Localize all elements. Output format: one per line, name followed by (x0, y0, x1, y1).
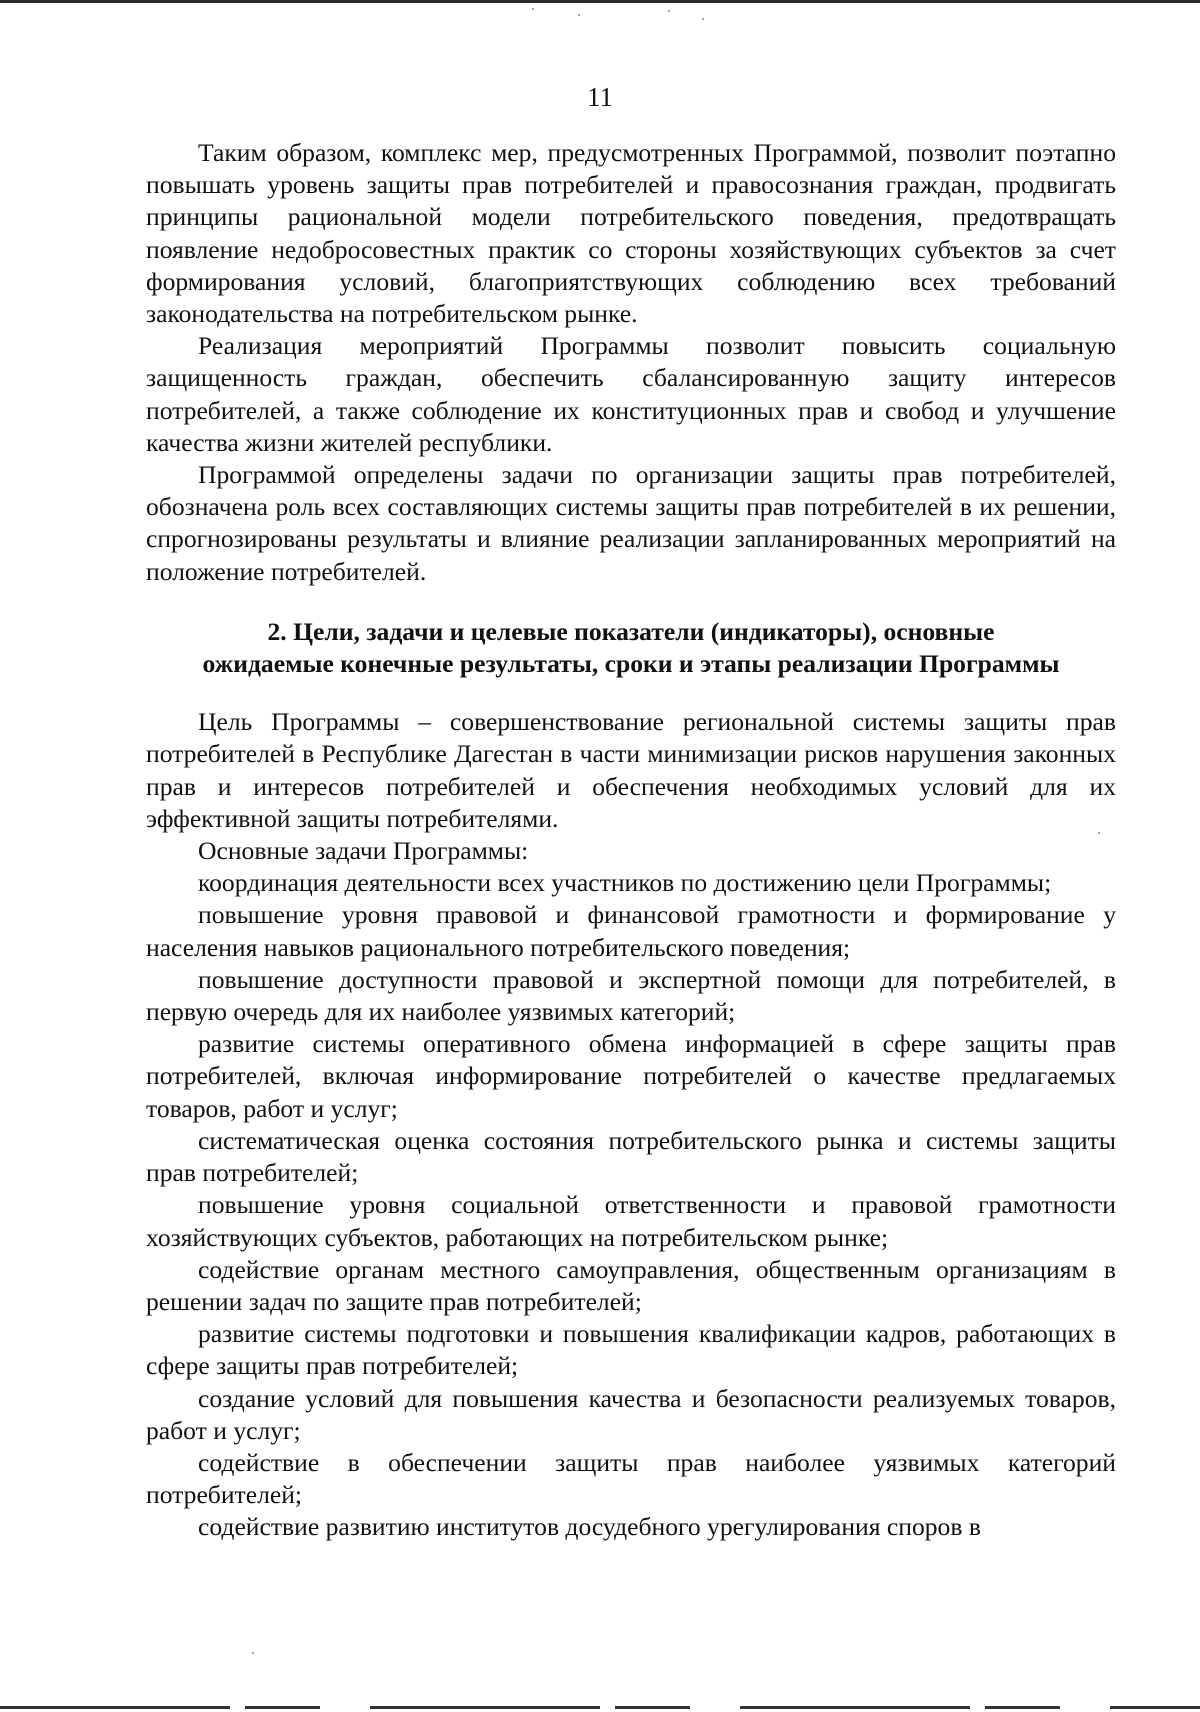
scan-edge-bottom (0, 1706, 1200, 1709)
page-number: 11 (587, 82, 613, 112)
scan-speck (252, 1652, 254, 1654)
section-heading-line: 2. Цели, задачи и целевые показатели (индикаторы), основные (267, 616, 995, 646)
scan-speck (702, 18, 704, 20)
task-item: повышение уровня правовой и финансовой грамотности и формирование у населения навыков рационального потребительского поведения; (146, 900, 1116, 962)
scan-speck (532, 8, 534, 10)
task-item: содействие органам местного самоуправления, общественным организациям в решении задач по защите прав потребителей; (146, 1254, 1116, 1316)
task-item: создание условий для повышения качества и безопасности реализуемых товаров, работ и услуг; (146, 1383, 1116, 1445)
task-item: повышение уровня социальной ответственности и правовой грамотности хозяйствующих субъектов, работающих на потребительском рынке; (146, 1190, 1116, 1252)
section-heading (146, 616, 1116, 680)
task-item: координация деятельности всех участников по достижению цели Программы; (198, 868, 1052, 898)
task-item: содействие в обеспечении защиты прав наиболее уязвимых категорий потребителей; (146, 1447, 1116, 1510)
scan-edge-top (0, 0, 1200, 3)
goal-paragraph: Цель Программы – совершенствование региональной системы защиты прав потребителей в Республике Дагестан в части минимизации рисков нарушения законных прав и интересов потребителей и обеспечения необходимых условий для их эффективной защиты потребителями. (146, 707, 1116, 833)
task-item: систематическая оценка состояния потребительского рынка и системы защиты прав потребителей; (146, 1125, 1116, 1188)
task-item: повышение доступности правовой и экспертной помощи для потребителей, в первую очередь для их наиболее уязвимых категорий; (146, 964, 1116, 1027)
scan-speck (668, 10, 670, 12)
body-paragraph: Таким образом, комплекс мер, предусмотренных Программой, позволит поэтапно повышать уровень защиты прав потребителей и правосознания граждан, продвигать принципы рациональной модели потребительского поведения, предотвращать появление недобросовестных практик со стороны хозяйствующих субъектов за счет формирования условий, благоприятствующих соблюдению всех требований законодательства на потребительском рынке. (146, 138, 1116, 329)
body-paragraph: Реализация мероприятий Программы позволит повысить социальную защищенность граждан, обеспечить сбалансированную защиту интересов потребителей, а также соблюдение их конституционных прав и свобод и улучшение качества жизни жителей республики. (146, 331, 1116, 457)
tasks-intro: Основные задачи Программы: (198, 836, 529, 866)
task-item: развитие системы подготовки и повышения квалификации кадров, работающих в сфере защиты прав потребителей; (146, 1319, 1116, 1381)
body-paragraph: Программой определены задачи по организации защиты прав потребителей, обозначена роль всех составляющих системы защиты прав потребителей в их решении, спрогнозированы результаты и влияние реализации запланированных мероприятий на положение потребителей. (146, 460, 1116, 586)
document-body (146, 137, 1116, 1544)
task-item: развитие системы оперативного обмена информацией в сфере защиты прав потребителей, включая информирование потребителей о качестве предлагаемых товаров, работ и услуг; (146, 1029, 1116, 1123)
scan-speck (578, 14, 580, 16)
section-heading-line: ожидаемые конечные результаты, сроки и этапы реализации Программы (202, 649, 1060, 679)
task-item: содействие развитию институтов досудебного урегулирования споров в (198, 1512, 981, 1542)
